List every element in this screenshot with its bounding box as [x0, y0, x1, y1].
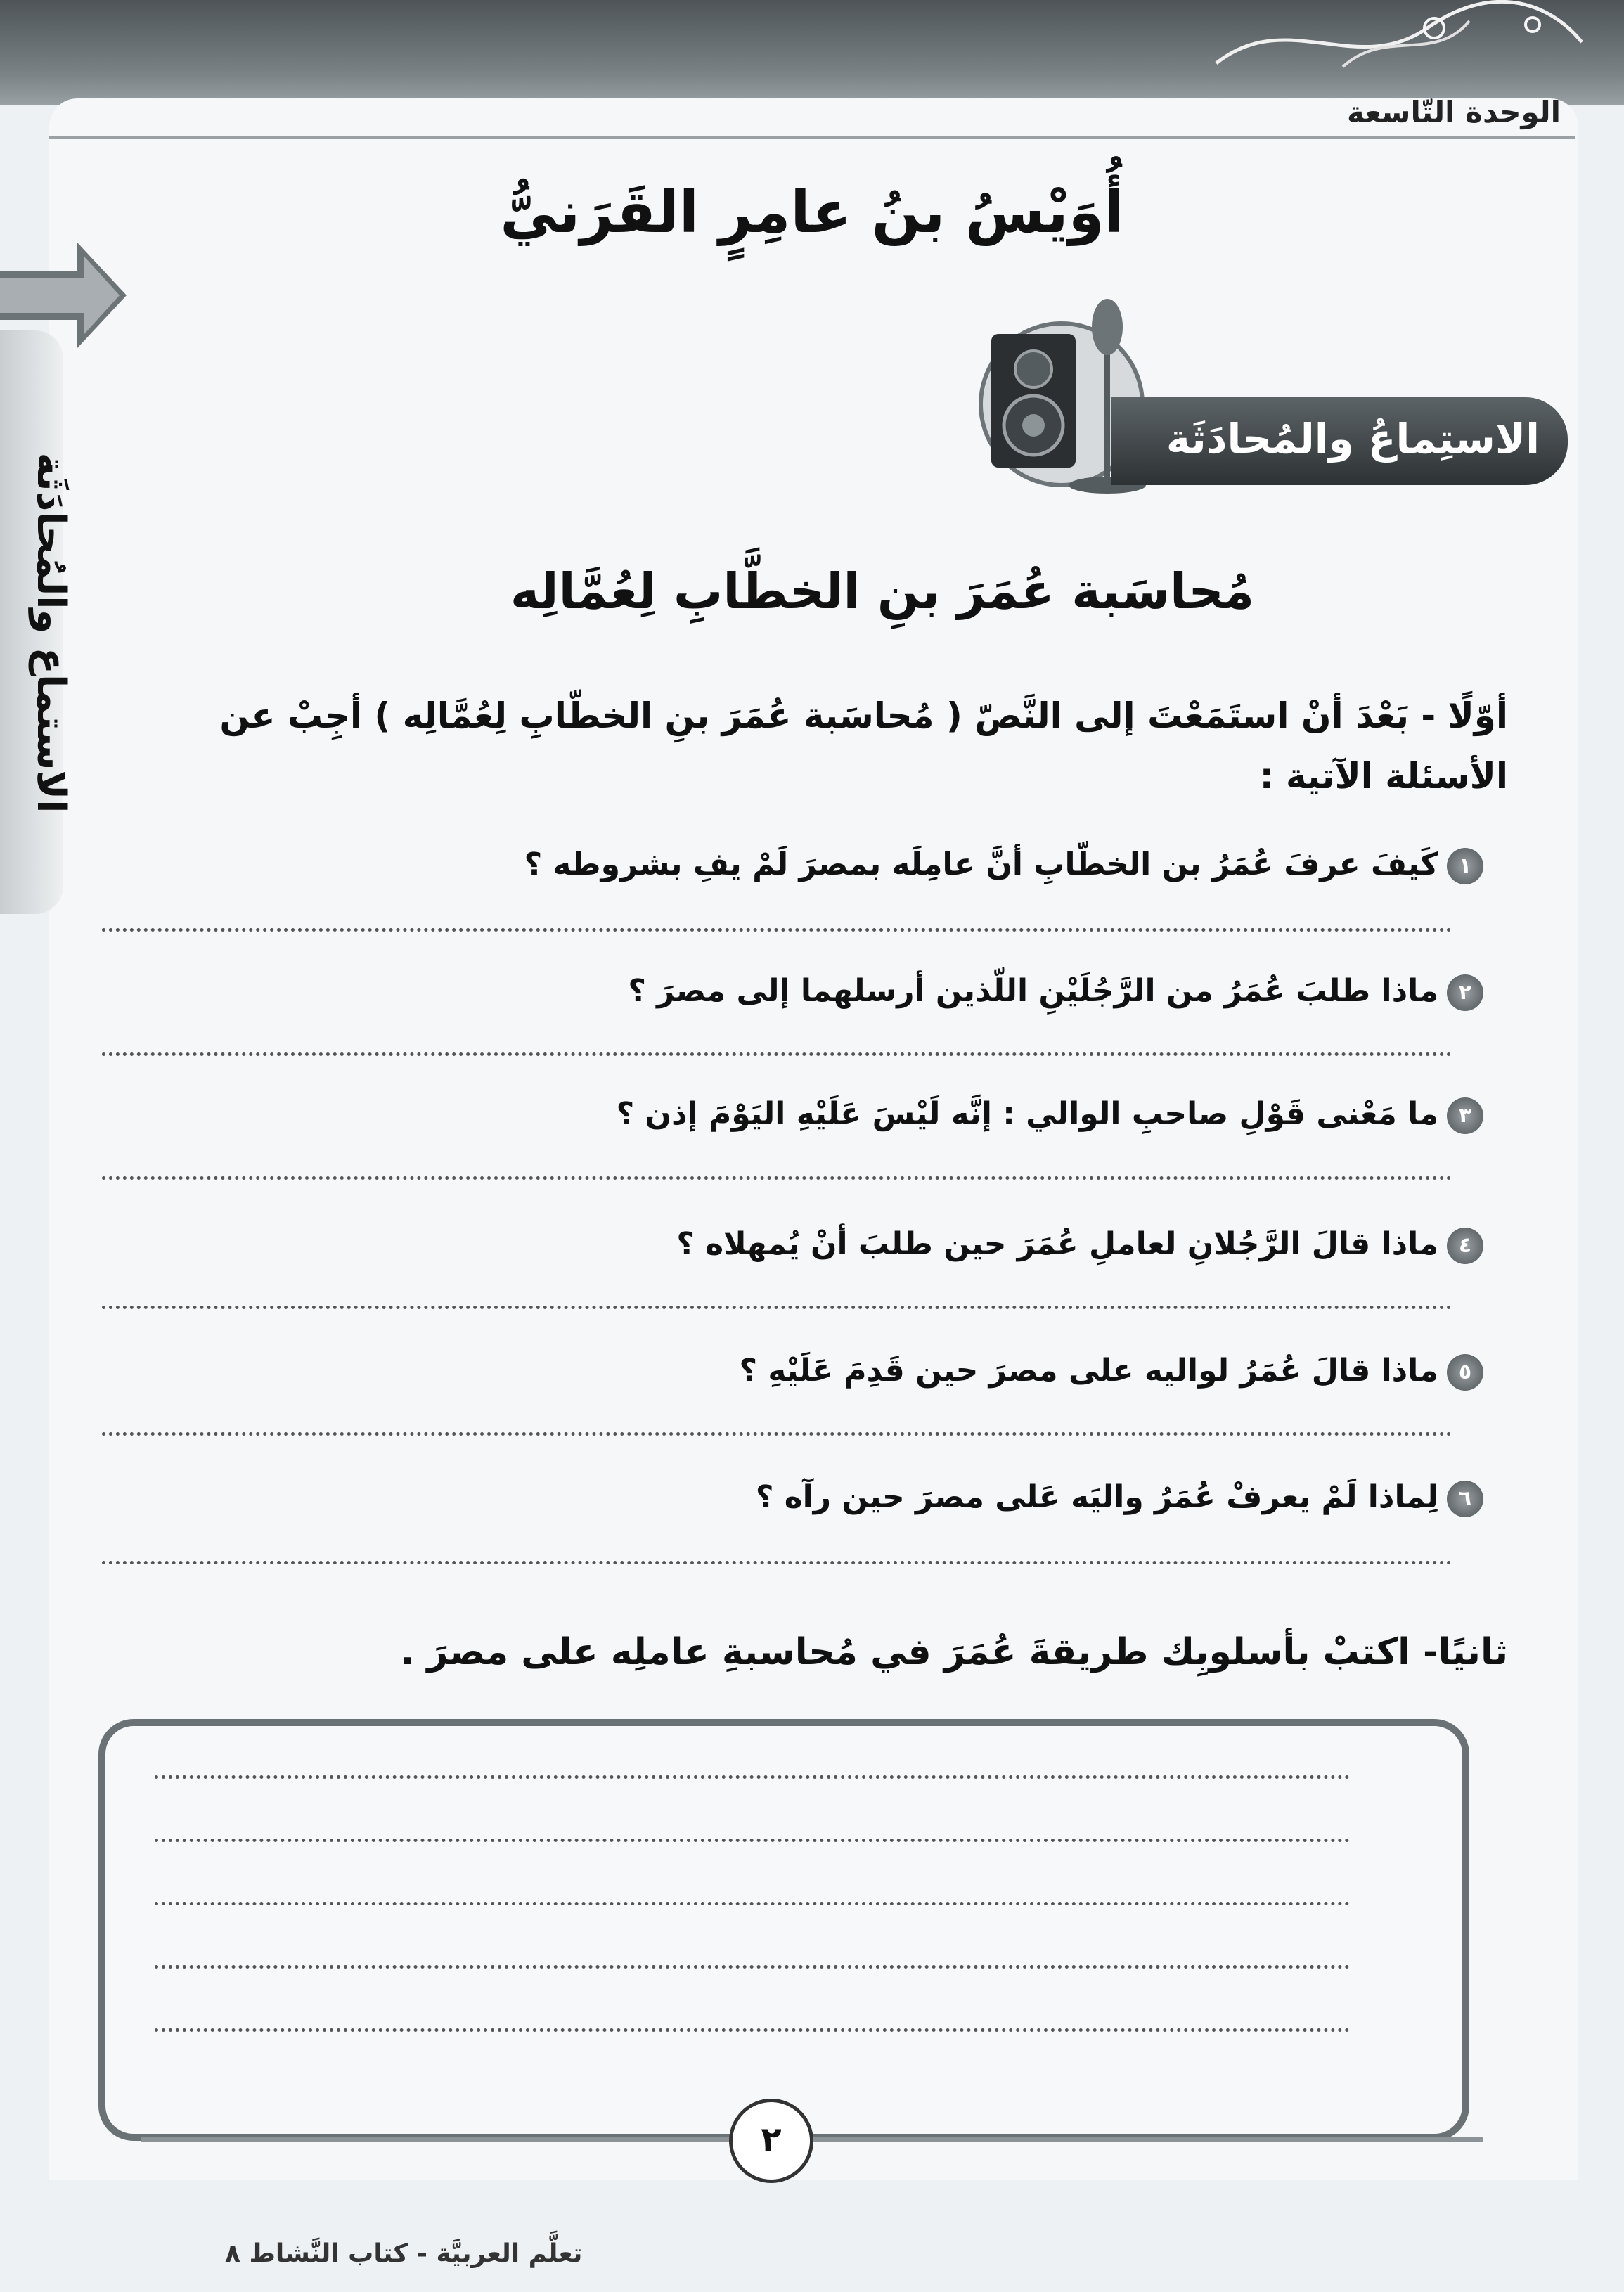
- question-5: [148, 1346, 1483, 1396]
- question-number: ٤: [1447, 1228, 1483, 1264]
- question-number: ٦: [1447, 1481, 1483, 1517]
- footer-text: تعلَّم العربيَّة - كتاب النَّشاط ٨: [225, 2239, 583, 2268]
- question-text: ما مَعْنى قَوْلِ صاحبِ الوالي : إنَّه لَيْسَ عَلَيْهِ اليَوْمَ إذن ؟: [616, 1096, 1438, 1132]
- box-line[interactable]: [155, 1839, 1350, 1842]
- question-text: لِماذا لَمْ يعرفْ عُمَرُ واليَه عَلى مصرَ حين رآه ؟: [755, 1479, 1438, 1515]
- side-tab-label: الاستماع والمُحادَثَة: [28, 452, 74, 813]
- question-text: كَيفَ عرفَ عُمَرُ بن الخطّابِ أنَّ عامِلَه بمصرَ لَمْ يفِ بشروطه ؟: [524, 846, 1438, 882]
- question-2: [148, 967, 1483, 1016]
- writing-box[interactable]: [98, 1719, 1469, 2141]
- answer-line-1[interactable]: [102, 928, 1452, 932]
- page-number: ٢: [729, 2099, 813, 2183]
- unit-label: الوحدة التّاسعة: [1346, 95, 1561, 129]
- question-1: [148, 840, 1483, 889]
- question-3: [148, 1090, 1483, 1139]
- answer-line-3[interactable]: [102, 1176, 1452, 1180]
- question-number: ٢: [1447, 974, 1483, 1011]
- answer-line-2[interactable]: [102, 1052, 1452, 1056]
- question-number: ٥: [1447, 1354, 1483, 1391]
- instructions-first: [172, 685, 1508, 806]
- question-text: ماذا قالَ الرَّجُلانِ لعاملِ عُمَرَ حين طلبَ أنْ يُمهلاه ؟: [676, 1226, 1438, 1262]
- section-banner-label: الاستِماعُ والمُحادَثَة: [1166, 415, 1540, 463]
- instructions-first-line2: الأسئلة الآتية :: [1259, 756, 1508, 797]
- floral-ornament-icon: [1202, 0, 1596, 84]
- box-line[interactable]: [155, 1965, 1350, 1969]
- question-4: [148, 1220, 1483, 1269]
- answer-line-4[interactable]: [102, 1306, 1452, 1309]
- question-text: ماذا قالَ عُمَرُ لواليه على مصرَ حين قَدِمَ عَلَيْهِ ؟: [739, 1353, 1438, 1389]
- box-line[interactable]: [155, 1775, 1350, 1779]
- question-text: ماذا طلبَ عُمَرُ من الرَّجُلَيْنِ اللّذين أرسلهما إلى مصرَ ؟: [628, 973, 1438, 1009]
- answer-line-5[interactable]: [102, 1432, 1452, 1436]
- section-banner: [1111, 397, 1568, 485]
- question-number: ٣: [1447, 1097, 1483, 1134]
- header-divider: [49, 136, 1575, 139]
- instructions-first-line1: أوّلًا - بَعْدَ أنْ استَمَعْتَ إلى النَّصّ ( مُحاسَبة عُمَرَ بنِ الخطّابِ لِعُمَّالِه ) أجِبْ عن: [219, 695, 1508, 736]
- box-line[interactable]: [155, 2028, 1350, 2032]
- question-6: [148, 1473, 1483, 1522]
- instructions-second: ثانيًا- اكتبْ بأسلوبِك طريقةَ عُمَرَ في مُحاسبةِ عاملِه على مصرَ .: [400, 1631, 1508, 1673]
- page-title: أُوَيْسُ بنُ عامِرٍ القَرَنيُّ: [500, 179, 1124, 246]
- box-line[interactable]: [155, 1902, 1350, 1905]
- answer-line-6[interactable]: [102, 1561, 1452, 1564]
- lesson-title: مُحاسَبة عُمَرَ بنِ الخطَّابِ لِعُمَّالِه: [510, 562, 1255, 620]
- question-number: ١: [1447, 848, 1483, 884]
